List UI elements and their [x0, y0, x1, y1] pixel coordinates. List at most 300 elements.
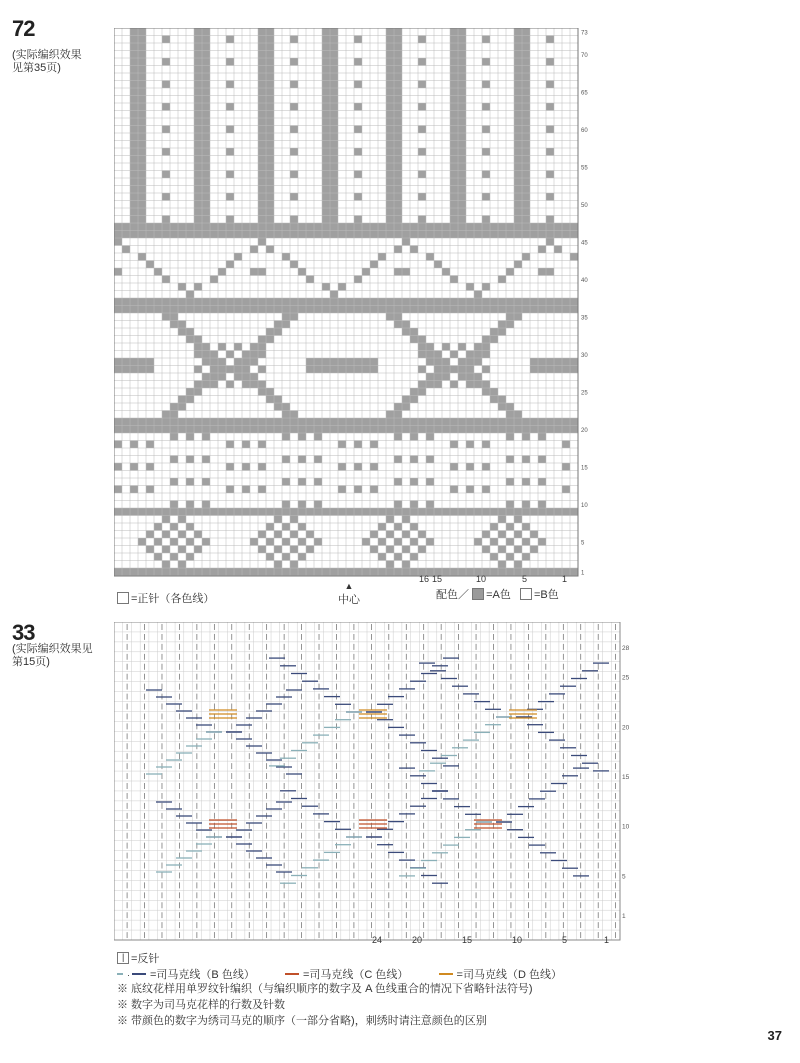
chart72-cell-a: [450, 58, 458, 66]
chart72-cell-a: [226, 216, 234, 224]
chart72-cell-a: [202, 426, 210, 434]
chart72-cell-a: [274, 298, 282, 306]
chart72-cell-a: [386, 193, 394, 201]
chart72-cell-a: [186, 426, 194, 434]
chart72-cell-a: [338, 463, 346, 471]
chart72-cell-a: [306, 223, 314, 231]
chart72-cell-a: [202, 178, 210, 186]
chart72-cell-a: [346, 231, 354, 239]
chart72-cell-a: [514, 141, 522, 149]
chart72-cell-a: [154, 538, 162, 546]
chart72-cell-a: [386, 51, 394, 59]
chart72-cell-a: [266, 328, 274, 336]
chart72-cell-a: [338, 426, 346, 434]
chart72-cell-a: [546, 298, 554, 306]
chart72-cell-a: [250, 381, 258, 389]
chart72-cell-a: [242, 486, 250, 494]
chart72-cell-a: [362, 306, 370, 314]
chart72-cell-a: [146, 508, 154, 516]
chart72-cell-a: [386, 313, 394, 321]
chart72-cell-a: [290, 411, 298, 419]
chart72-cell-a: [186, 336, 194, 344]
chart72-cell-a: [386, 231, 394, 239]
chart72-cell-a: [338, 223, 346, 231]
chart72-cell-a: [194, 66, 202, 74]
chart72-cell-a: [298, 523, 306, 531]
chart72-cell-a: [290, 426, 298, 434]
chart72-cell-a: [466, 231, 474, 239]
chart72-cell-a: [298, 553, 306, 561]
chart72-cell-a: [530, 358, 538, 366]
col-label-15: 15: [432, 574, 443, 584]
chart72-cell-a: [474, 223, 482, 231]
chart72-cell-a: [202, 51, 210, 59]
chart72-cell-a: [202, 418, 210, 426]
chart72-cell-a: [242, 298, 250, 306]
chart72-cell-a: [482, 171, 490, 179]
chart72-cell-a: [434, 381, 442, 389]
chart72-cell-a: [242, 381, 250, 389]
chart72-cell-a: [386, 126, 394, 134]
chart72-cell-a: [482, 508, 490, 516]
chart72-cell-a: [186, 306, 194, 314]
chart72-cell-a: [298, 223, 306, 231]
chart72-cell-a: [290, 148, 298, 156]
chart72-note-line2: 见第35页): [12, 62, 61, 74]
chart72-cell-a: [194, 231, 202, 239]
chart72-cell-a: [386, 208, 394, 216]
chart72-cell-a: [482, 351, 490, 359]
chart72-cell-a: [458, 216, 466, 224]
chart72-cell-a: [410, 508, 418, 516]
chart72-cell-a: [306, 546, 314, 554]
chart72-cell-a: [114, 486, 122, 494]
chart72-cell-a: [330, 201, 338, 209]
chart72-cell-a: [466, 426, 474, 434]
chart72-cell-a: [242, 418, 250, 426]
chart72-cell-a: [258, 208, 266, 216]
chart72-cell-a: [482, 418, 490, 426]
chart72-cell-a: [538, 508, 546, 516]
chart72-cell-a: [546, 231, 554, 239]
chart72-cell-a: [570, 253, 578, 261]
chart72-cell-a: [466, 351, 474, 359]
chart72-cell-a: [490, 508, 498, 516]
chart72-cell-a: [274, 508, 282, 516]
chart72-cell-a: [202, 478, 210, 486]
chart72-cell-a: [258, 426, 266, 434]
chart72-cell-a: [498, 223, 506, 231]
chart72-cell-a: [394, 268, 402, 276]
chart72-cell-a: [202, 501, 210, 509]
chart72-cell-a: [170, 501, 178, 509]
chart72-cell-a: [562, 508, 570, 516]
chart72-cell-a: [282, 508, 290, 516]
chart72-cell-a: [458, 81, 466, 89]
chart72-cell-a: [202, 186, 210, 194]
note-2: ※ 数字为司马克花样的行数及针数: [117, 999, 286, 1011]
chart72-cell-a: [138, 81, 146, 89]
chart72-cell-a: [130, 111, 138, 119]
chart72-cell-a: [178, 403, 186, 411]
chart72-cell-a: [234, 306, 242, 314]
chart72-cell-a: [322, 28, 330, 36]
chart72-cell-a: [386, 66, 394, 74]
chart72-cell-a: [210, 223, 218, 231]
chart33-row-label: 25: [622, 674, 630, 682]
chart72-cell-a: [322, 223, 330, 231]
chart72-cell-a: [322, 163, 330, 171]
chart72-cell-a: [186, 538, 194, 546]
chart72-cell-a: [194, 546, 202, 554]
chart72-cell-a: [354, 426, 362, 434]
chart72-cell-a: [434, 231, 442, 239]
chart72-cell-a: [458, 201, 466, 209]
chart72-cell-a: [162, 223, 170, 231]
chart72-cell-a: [282, 231, 290, 239]
chart72-cell-a: [130, 103, 138, 111]
chart72-cell-a: [442, 426, 450, 434]
note-1: ※ 底纹花样用单罗纹针编织（与编织顺序的数字及 A 色线重合的情况下省略针法符号): [117, 983, 533, 995]
col33-label-10: 10: [512, 935, 523, 945]
chart72-cell-a: [570, 426, 578, 434]
chart72-cell-a: [394, 66, 402, 74]
col33-label-20: 20: [412, 935, 423, 945]
color-a-label: =A色: [486, 589, 511, 601]
chart72-cell-a: [130, 66, 138, 74]
chart72-cell-a: [330, 43, 338, 51]
chart72-cell-a: [194, 58, 202, 66]
chart72-cell-a: [266, 538, 274, 546]
chart72-cell-a: [426, 538, 434, 546]
chart72-cell-a: [514, 156, 522, 164]
thread-c-label: =司马克线（C 色线）: [302, 969, 409, 981]
chart72-cell-a: [290, 126, 298, 134]
chart72-cell-a: [490, 523, 498, 531]
chart72-cell-a: [482, 343, 490, 351]
chart72-cell-a: [362, 538, 370, 546]
chart72-row-label: 5: [581, 540, 585, 547]
chart72-cell-a: [458, 96, 466, 104]
chart72-cell-a: [538, 501, 546, 509]
chart72-cell-a: [562, 231, 570, 239]
chart72-cell-a: [418, 58, 426, 66]
chart72-cell-a: [290, 516, 298, 524]
chart72-cell-a: [354, 358, 362, 366]
chart72-cell-a: [266, 66, 274, 74]
chart72-row-label: 55: [581, 165, 588, 172]
chart72-cell-a: [138, 193, 146, 201]
chart72-cell-a: [322, 51, 330, 59]
chart72-cell-a: [226, 486, 234, 494]
chart72-cell-a: [386, 28, 394, 36]
chart72-cell-a: [538, 358, 546, 366]
chart72-cell-a: [202, 171, 210, 179]
chart72-cell-a: [258, 298, 266, 306]
chart72-cell-a: [266, 553, 274, 561]
chart72-cell-a: [258, 381, 266, 389]
chart72-cell-a: [322, 178, 330, 186]
chart72-cell-a: [434, 366, 442, 374]
chart72-cell-a: [130, 148, 138, 156]
chart72-cell-a: [130, 306, 138, 314]
chart72-cell-a: [554, 358, 562, 366]
chart72-cell-a: [290, 418, 298, 426]
chart72-cell-a: [538, 538, 546, 546]
chart72-cell-a: [250, 231, 258, 239]
chart72-cell-a: [170, 298, 178, 306]
chart72-cell-a: [258, 36, 266, 44]
chart72-cell-a: [538, 418, 546, 426]
chart33-note-line2: 第15页): [12, 656, 50, 668]
chart72-cell-a: [514, 546, 522, 554]
chart72-cell-a: [466, 381, 474, 389]
chart72-cell-a: [354, 193, 362, 201]
chart72-cell-a: [394, 178, 402, 186]
chart72-cell-a: [506, 501, 514, 509]
chart72-row-label: 10: [581, 503, 588, 509]
chart72-cell-a: [226, 351, 234, 359]
chart72-cell-a: [418, 343, 426, 351]
chart72-cell-a: [530, 306, 538, 314]
chart72-cell-a: [426, 418, 434, 426]
chart72-cell-a: [450, 223, 458, 231]
chart72-cell-a: [426, 298, 434, 306]
chart72-cell-a: [386, 133, 394, 141]
chart72-cell-a: [170, 321, 178, 329]
chart72-cell-a: [522, 433, 530, 441]
chart72-cell-a: [354, 306, 362, 314]
chart72-cell-a: [450, 216, 458, 224]
chart72-cell-a: [322, 426, 330, 434]
chart72-cell-a: [322, 88, 330, 96]
chart72-cell-a: [314, 231, 322, 239]
chart72-cell-a: [186, 396, 194, 404]
chart72-cell-a: [330, 88, 338, 96]
chart72-cell-a: [154, 523, 162, 531]
chart72-cell-a: [394, 171, 402, 179]
chart72-cell-a: [546, 193, 554, 201]
chart72-cell-a: [554, 246, 562, 254]
chart72-cell-a: [162, 313, 170, 321]
chart72-cell-a: [546, 81, 554, 89]
chart72-cell-a: [450, 276, 458, 284]
chart72-cell-a: [266, 58, 274, 66]
chart72-cell-a: [202, 28, 210, 36]
chart72-cell-a: [506, 553, 514, 561]
chart72-cell-a: [250, 246, 258, 254]
chart72-cell-a: [210, 351, 218, 359]
chart72-cell-a: [386, 411, 394, 419]
chart72-cell-a: [330, 306, 338, 314]
center-label: 中心: [338, 594, 360, 606]
chart72-cell-a: [474, 508, 482, 516]
chart72-cell-a: [266, 298, 274, 306]
chart72-row-label: 45: [581, 240, 588, 247]
chart72-cell-a: [234, 298, 242, 306]
page-number: 37: [767, 1028, 782, 1043]
chart72-cell-a: [450, 193, 458, 201]
chart72-cell-a: [130, 418, 138, 426]
chart72-cell-a: [138, 133, 146, 141]
chart72-cell-a: [210, 426, 218, 434]
chart72-cell-a: [522, 73, 530, 81]
chart72-cell-a: [474, 418, 482, 426]
chart72-cell-a: [202, 343, 210, 351]
chart72-cell-a: [338, 418, 346, 426]
chart72-cell-a: [418, 531, 426, 539]
chart72-cell-a: [514, 51, 522, 59]
chart72-cell-a: [258, 178, 266, 186]
chart72-cell-a: [506, 456, 514, 464]
chart72-cell-a: [154, 553, 162, 561]
chart72-cell-a: [394, 223, 402, 231]
chart72-cell-a: [378, 523, 386, 531]
chart72-cell-a: [458, 426, 466, 434]
chart72-cell-a: [170, 223, 178, 231]
chart72-cell-a: [258, 96, 266, 104]
chart72-cell-a: [162, 516, 170, 524]
chart72-cell-a: [298, 298, 306, 306]
chart72-cell-a: [466, 298, 474, 306]
chart72-cell-a: [386, 118, 394, 126]
chart72-cell-a: [306, 306, 314, 314]
chart72-cell-a: [474, 306, 482, 314]
chart72-cell-a: [538, 231, 546, 239]
chart72-cell-a: [130, 216, 138, 224]
chart72-cell-a: [514, 201, 522, 209]
chart72-cell-a: [170, 478, 178, 486]
chart72-cell-a: [450, 171, 458, 179]
chart72-cell-a: [290, 546, 298, 554]
chart72-cell-a: [194, 148, 202, 156]
chart72-cell-a: [522, 538, 530, 546]
chart72-cell-a: [330, 81, 338, 89]
chart72-cell-a: [138, 306, 146, 314]
chart72-cell-a: [458, 88, 466, 96]
chart72-cell-a: [338, 358, 346, 366]
chart72-cell-a: [178, 298, 186, 306]
chart72-cell-a: [386, 141, 394, 149]
purl-symbol-box: |: [117, 952, 129, 964]
chart72-cell-a: [290, 103, 298, 111]
chart72-cell-a: [138, 118, 146, 126]
chart72-cell-a: [386, 418, 394, 426]
chart72-cell-a: [274, 306, 282, 314]
chart72-cell-a: [570, 418, 578, 426]
chart72-cell-a: [202, 216, 210, 224]
chart72-cell-a: [250, 418, 258, 426]
chart72-cell-a: [450, 351, 458, 359]
chart72-cell-a: [138, 366, 146, 374]
chart72-cell-a: [258, 171, 266, 179]
chart72-cell-a: [522, 88, 530, 96]
chart72-cell-a: [194, 28, 202, 36]
chart72-cell-a: [218, 343, 226, 351]
chart72-cell-a: [130, 163, 138, 171]
chart72-cell-a: [458, 148, 466, 156]
chart72-cell-a: [530, 418, 538, 426]
chart72-cell-a: [202, 103, 210, 111]
chart72-cell-a: [266, 171, 274, 179]
chart72-cell-a: [466, 508, 474, 516]
chart72-cell-a: [474, 426, 482, 434]
chart72-cell-a: [258, 141, 266, 149]
chart72-cell-a: [370, 441, 378, 449]
chart72-cell-a: [426, 343, 434, 351]
chart72-cell-a: [202, 118, 210, 126]
chart72-cell-a: [418, 148, 426, 156]
chart72-cell-a: [138, 223, 146, 231]
chart72-cell-a: [138, 126, 146, 134]
chart72-cell-a: [282, 523, 290, 531]
chart72-cell-a: [258, 351, 266, 359]
chart72-cell-a: [394, 141, 402, 149]
chart72-cell-a: [330, 508, 338, 516]
chart72-cell-a: [522, 426, 530, 434]
chart72-cell-a: [114, 223, 122, 231]
chart72-cell-a: [258, 306, 266, 314]
chart72-cell-a: [354, 103, 362, 111]
chart72-cell-a: [234, 343, 242, 351]
chart72-cell-a: [146, 231, 154, 239]
chart72-cell-a: [194, 351, 202, 359]
chart72-cell-a: [218, 231, 226, 239]
chart72-cell-a: [210, 276, 218, 284]
chart72-cell-a: [130, 126, 138, 134]
chart33-row-label: 10: [622, 823, 630, 831]
chart72-cell-a: [522, 501, 530, 509]
chart72-number: 72: [12, 16, 35, 41]
chart72-cell-a: [226, 508, 234, 516]
chart72-cell-a: [394, 148, 402, 156]
chart72-cell-a: [146, 298, 154, 306]
chart72-cell-a: [402, 231, 410, 239]
chart72-cell-a: [258, 58, 266, 66]
chart72-cell-a: [258, 51, 266, 59]
chart72-cell-a: [226, 381, 234, 389]
chart72-cell-a: [370, 546, 378, 554]
chart72-cell-a: [514, 178, 522, 186]
chart72-cell-a: [426, 223, 434, 231]
chart72-cell-a: [570, 358, 578, 366]
chart72-cell-a: [194, 88, 202, 96]
chart72-cell-a: [354, 298, 362, 306]
chart72-cell-a: [346, 366, 354, 374]
chart72-cell-a: [186, 388, 194, 396]
chart72-cell-a: [570, 306, 578, 314]
chart72-cell-a: [362, 223, 370, 231]
chart72-cell-a: [194, 336, 202, 344]
note-3: ※ 带颜色的数字为绣司马克的顺序（一部分省略)，刺绣时请注意颜色的区别: [117, 1015, 487, 1027]
chart72-cell-a: [402, 403, 410, 411]
chart72-cell-a: [546, 268, 554, 276]
chart72-cell-a: [130, 43, 138, 51]
chart72-cell-a: [346, 418, 354, 426]
chart72-cell-a: [242, 508, 250, 516]
chart72-cell-a: [546, 238, 554, 246]
chart72-cell-a: [386, 96, 394, 104]
chart72-cell-a: [138, 508, 146, 516]
chart72-cell-a: [330, 156, 338, 164]
chart72-cell-a: [458, 66, 466, 74]
chart72-cell-a: [450, 66, 458, 74]
chart72-cell-a: [282, 538, 290, 546]
chart72-cell-a: [386, 103, 394, 111]
chart72-cell-a: [354, 441, 362, 449]
chart72-cell-a: [138, 36, 146, 44]
chart72-cell-a: [202, 373, 210, 381]
